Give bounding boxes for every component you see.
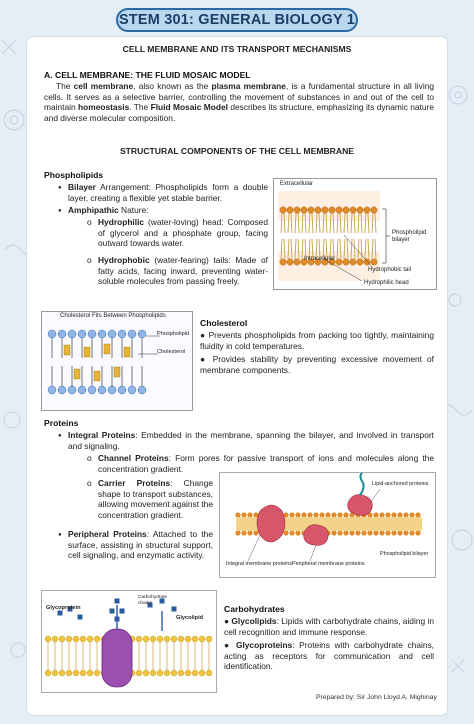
lipid-head: [73, 636, 79, 642]
label-glycolipid: Glycolipid: [176, 615, 204, 621]
integral-protein-shape: [257, 505, 285, 542]
lipid-head: [136, 670, 142, 676]
lipid-head: [157, 636, 163, 642]
bilayer-figure: [273, 178, 437, 290]
label-phospholipid-bilayer: Phospholipid bilayer: [392, 230, 427, 243]
structural-heading: STRUCTURAL COMPONENTS OF THE CELL MEMBRANE: [119, 146, 355, 156]
lipid-head: [58, 386, 66, 394]
sugar-unit: [78, 615, 83, 620]
lipid-head: [403, 512, 408, 517]
carrier-item: [98, 478, 213, 520]
section-a-paragraph: [44, 81, 434, 123]
lipid-head: [52, 670, 58, 676]
text: (water-loving) head: Composed of glycerol and a phosphate group, facing outward towards water.: [98, 217, 268, 249]
lipid-head: [295, 530, 300, 535]
lipid-head: [371, 259, 377, 265]
lipid-head: [337, 512, 342, 517]
lipid-head: [415, 512, 420, 517]
lipid-head: [157, 670, 163, 676]
cholesterol-bullet-2: ● Provides stability by preventing excessive movement of membrane components.: [200, 354, 434, 375]
cholesterol-molecule: [84, 347, 90, 357]
text: , also known as the: [133, 81, 209, 91]
text: , is a fundamental structure in all living cells. It serves as a selective barrier, controlling the movement of substances in and out of the cell to maintain: [44, 81, 435, 113]
lipid-head: [307, 512, 312, 517]
lipid-head: [87, 670, 93, 676]
lipid-head: [58, 330, 66, 338]
lipid-head: [280, 259, 286, 265]
lipid-head: [199, 670, 205, 676]
lipid-head: [206, 670, 212, 676]
cholesterol-diagram: [42, 312, 192, 410]
lipid-head: [66, 636, 72, 642]
lipid-head: [331, 512, 336, 517]
text: Arrangement: Phospholipids form a double layer, creating a flexible yet stable barrier.: [68, 182, 268, 203]
lipid-head: [241, 512, 246, 517]
term-hydrophobic: Hydrophobic: [98, 255, 150, 265]
lipid-head: [349, 530, 354, 535]
lipid-head: [185, 670, 191, 676]
lipid-head: [289, 530, 294, 535]
glycolipids-item: ● Glycolipids: Lipids with carbohydrate chains, aiding in cell recognition and immune response.: [224, 616, 435, 637]
lipid-head: [364, 207, 370, 213]
lipid-head: [136, 636, 142, 642]
lipid-head: [385, 530, 390, 535]
lipid-head: [138, 386, 146, 394]
lipid-head: [253, 530, 258, 535]
text: Nature:: [118, 205, 149, 215]
figure-bg: [42, 312, 192, 410]
bilayer-item: [68, 182, 268, 203]
lipid-head: [283, 530, 288, 535]
hydrophilic-item: [98, 217, 268, 249]
term-carrier: Carrier Proteins: [98, 478, 171, 488]
lipid-head: [247, 530, 252, 535]
glycoproteins-item: ● Glycoproteins: Proteins with carbohydrate chains, acting as receptors for communication and cell identification.: [224, 640, 435, 672]
lipid-head: [68, 330, 76, 338]
term-glycolipids: Glycolipids: [231, 616, 277, 626]
lipid-head: [185, 636, 191, 642]
cholesterol-bullet-1: ● Prevents phospholipids from packing too tightly, maintaining fluidity in cold temperatures.: [200, 330, 434, 351]
lipid-head: [301, 207, 307, 213]
text: (water-fearing) tails: Made of fatty acids, facing inward, preventing water-soluble molecules from passing freely.: [98, 255, 268, 287]
lipid-head: [206, 636, 212, 642]
glycoprotein-shape: [102, 629, 132, 687]
sugar-unit: [172, 607, 177, 612]
label-phospholipid: Phospholipid: [157, 331, 190, 337]
lipid-head: [48, 330, 56, 338]
lipid-anchored-protein-shape: [348, 495, 373, 516]
lipid-head: [98, 386, 106, 394]
lipid-head: [118, 330, 126, 338]
lipid-head: [178, 636, 184, 642]
document-title: CELL MEMBRANE AND ITS TRANSPORT MECHANISMS: [122, 44, 352, 54]
lipid-head: [287, 259, 293, 265]
term-plasma-membrane: plasma membrane: [211, 81, 286, 91]
lipid-head: [150, 670, 156, 676]
lipid-head: [94, 636, 100, 642]
lipid-head: [247, 512, 252, 517]
lipid-head: [294, 207, 300, 213]
term-cell-membrane: cell membrane: [73, 81, 134, 91]
lipid-head: [138, 330, 146, 338]
label-bilayer: Phospholipid bilayer: [380, 551, 429, 557]
lipid-head: [409, 512, 414, 517]
lipid-head: [331, 530, 336, 535]
term-integral: Integral Proteins: [68, 430, 136, 440]
lipid-head: [337, 530, 342, 535]
lipid-head: [178, 670, 184, 676]
lipid-head: [88, 386, 96, 394]
lipid-head: [313, 512, 318, 517]
text: : Lipids with carbohydrate chains, aiding in cell recognition and immune response.: [224, 616, 435, 637]
lipid-head: [287, 207, 293, 213]
amphipathic-item: [68, 205, 268, 216]
sugar-unit: [110, 609, 115, 614]
text: : Change shape to transport substances, allowing movement against the concentration gradient.: [98, 478, 213, 520]
peripheral-item: [68, 529, 213, 561]
label-glycoprotein: Glycoprotein: [46, 605, 81, 611]
lipid-head: [350, 207, 356, 213]
lipid-head: [403, 530, 408, 535]
term-fluid-mosaic-model: Fluid Mosaic Model: [150, 102, 228, 113]
label-intracellular: Intracellular: [304, 256, 336, 262]
term-channel: Channel Proteins: [98, 453, 169, 463]
lipid-head: [364, 259, 370, 265]
cholesterol-heading: Cholesterol: [200, 318, 248, 328]
section-a-heading: A. CELL MEMBRANE: THE FLUID MOSAIC MODEL: [44, 70, 251, 80]
lipid-head: [367, 530, 372, 535]
cholesterol-molecule: [74, 369, 80, 379]
phospholipids-heading: Phospholipids: [44, 170, 104, 180]
cholesterol-figure: [41, 311, 193, 411]
text: The: [56, 81, 71, 91]
lipid-head: [385, 512, 390, 517]
term-amphipathic: Amphipathic: [68, 205, 119, 215]
lipid-head: [59, 636, 65, 642]
lipid-head: [343, 530, 348, 535]
lipid-head: [108, 330, 116, 338]
lipid-head: [199, 636, 205, 642]
lipid-head: [319, 512, 324, 517]
lipid-head: [329, 207, 335, 213]
lipid-head: [59, 670, 65, 676]
lipid-head: [88, 330, 96, 338]
extracellular-zone: [278, 191, 380, 221]
lipid-head: [94, 670, 100, 676]
lipid-head: [192, 670, 198, 676]
lipid-head: [192, 636, 198, 642]
carbohydrates-figure: [41, 590, 217, 693]
credit-line: Prepared by: Sir John Lloyd A. Mighinay: [316, 694, 437, 701]
lipid-head: [128, 386, 136, 394]
lipid-head: [143, 636, 149, 642]
lipid-head: [80, 636, 86, 642]
lipid-head: [108, 386, 116, 394]
lipid-head: [357, 207, 363, 213]
hydrophobic-item: [98, 255, 268, 287]
lipid-head: [78, 386, 86, 394]
label-hydrophobic-tail: Hydrophobic tail: [368, 267, 412, 273]
lipid-head: [235, 530, 240, 535]
lipid-head: [361, 530, 366, 535]
label-hydrophilic-head: Hydrophilic head: [364, 280, 409, 286]
lipid-head: [45, 636, 51, 642]
lipid-head: [235, 512, 240, 517]
lipid-head: [98, 330, 106, 338]
lipid-head: [379, 530, 384, 535]
label-cholesterol-title: Cholesterol Fits Between Phospholipids: [60, 313, 166, 319]
carbohydrates-heading: Carbohydrates: [224, 604, 285, 614]
lipid-head: [164, 670, 170, 676]
lipid-head: [171, 670, 177, 676]
lipid-head: [87, 636, 93, 642]
cholesterol-molecule: [94, 371, 100, 381]
lipid-head: [241, 530, 246, 535]
lipid-head: [325, 512, 330, 517]
lipid-head: [295, 512, 300, 517]
lipid-head: [73, 670, 79, 676]
label-lipid-anchored: Lipid-anchored proteins: [372, 481, 429, 487]
label-peripheral: Peripheral membrane proteins: [292, 561, 365, 567]
text: describes its structure, emphasizing its dynamic nature and diverse molecular composition.: [44, 102, 434, 123]
term-homeostasis: homeostasis: [78, 102, 130, 113]
label-extracellular: Extracellular: [280, 181, 314, 187]
lipid-head: [397, 530, 402, 535]
lipid-head: [336, 207, 342, 213]
text: : Form pores for passive transport of ions and molecules along the concentration gradient.: [98, 453, 434, 474]
text: : Proteins with carbohydrate chains, acting as receptors for communication and cell identification.: [224, 640, 435, 672]
lipid-head: [371, 207, 377, 213]
term-glycoproteins: Glycoproteins: [235, 640, 293, 650]
lipid-head: [343, 259, 349, 265]
peripheral-protein-shape: [304, 525, 329, 546]
label-carbohydrate-chains: Carbohydrate chains: [138, 595, 168, 606]
lipid-head: [128, 330, 136, 338]
term-bilayer: Bilayer: [68, 182, 96, 192]
lipid-head: [308, 207, 314, 213]
proteins-heading: Proteins: [44, 418, 79, 428]
lipid-head: [164, 636, 170, 642]
lipid-head: [322, 207, 328, 213]
cholesterol-molecule: [114, 367, 120, 377]
lipid-head: [68, 386, 76, 394]
lipid-head: [150, 636, 156, 642]
lipid-head: [48, 386, 56, 394]
text: : Attached to the surface, assisting in structural support, cell signaling, and enzymatic activity.: [68, 529, 213, 561]
cholesterol-molecule: [64, 345, 70, 355]
text: : Embedded in the membrane, spanning the bilayer, and involved in transport and signaling.: [68, 430, 434, 451]
lipid-head: [45, 670, 51, 676]
lipid-head: [80, 670, 86, 676]
cholesterol-molecule: [124, 347, 130, 357]
lipid-head: [315, 207, 321, 213]
lipid-head: [280, 207, 286, 213]
lipid-head: [391, 512, 396, 517]
page-header: STEM 301: GENERAL BIOLOGY 1: [116, 8, 358, 32]
lipid-head: [289, 512, 294, 517]
lipid-head: [373, 530, 378, 535]
lipid-head: [301, 512, 306, 517]
term-peripheral: Peripheral Proteins: [68, 529, 147, 539]
text: Prevents phospholipids from packing too tightly, maintaining fluidity in cold temperatures.: [200, 330, 434, 351]
integral-item: [68, 430, 434, 451]
sugar-unit: [120, 609, 125, 614]
label-cholesterol: Cholesterol: [157, 349, 186, 355]
label-integral: Integral membrane proteins: [226, 561, 292, 567]
text: Provides stability by preventing excessive movement of membrane components.: [200, 354, 434, 375]
lipid-head: [336, 259, 342, 265]
lipid-head: [143, 670, 149, 676]
lipid-head: [294, 259, 300, 265]
lipid-head: [357, 259, 363, 265]
sugar-unit: [115, 599, 120, 604]
lipid-head: [343, 207, 349, 213]
lipid-head: [118, 386, 126, 394]
lipid-head: [391, 530, 396, 535]
lipid-head: [397, 512, 402, 517]
lipid-head: [415, 530, 420, 535]
lipid-head: [379, 512, 384, 517]
lipid-head: [66, 670, 72, 676]
lipid-head: [78, 330, 86, 338]
cholesterol-molecule: [104, 344, 110, 354]
proteins-figure: [219, 472, 436, 578]
lipid-head: [350, 259, 356, 265]
channel-item: [98, 453, 434, 474]
lipid-head: [343, 512, 348, 517]
text: . The: [129, 102, 149, 113]
term-hydrophilic: Hydrophilic: [98, 217, 145, 227]
lipid-head: [52, 636, 58, 642]
lipid-head: [171, 636, 177, 642]
lipid-head: [373, 512, 378, 517]
lipid-head: [409, 530, 414, 535]
lipid-head: [355, 530, 360, 535]
